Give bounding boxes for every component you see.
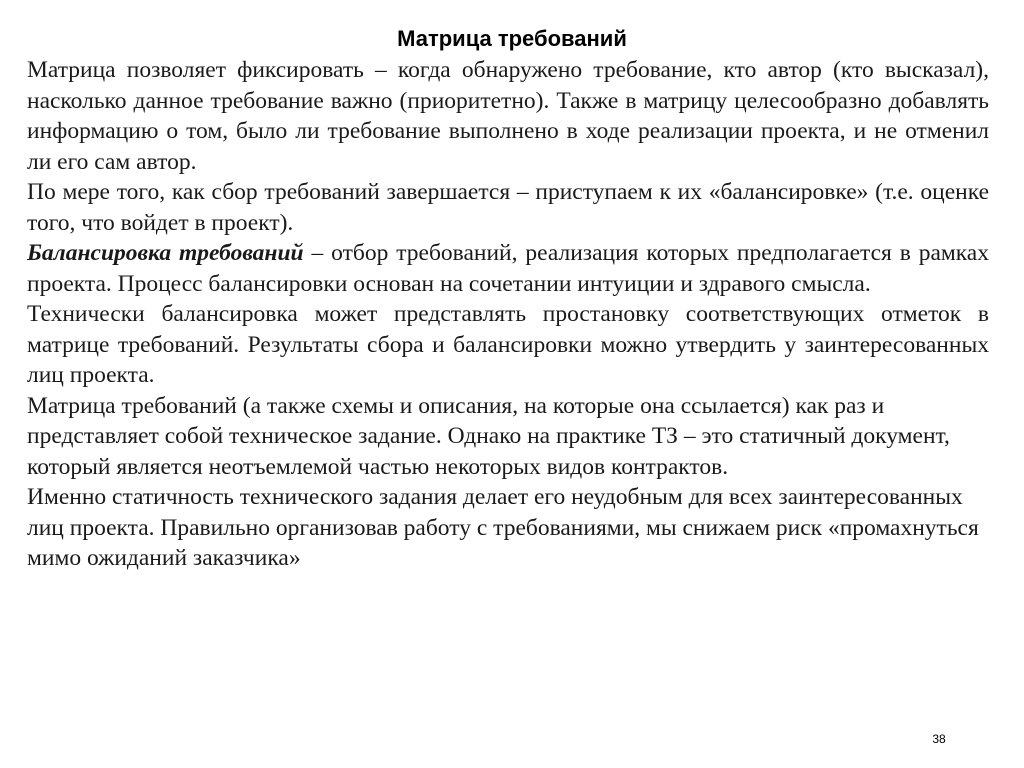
slide-title: Матрица требований — [397, 26, 627, 51]
paragraph-technical-balancing: Технически балансировка может представлять простановку соответствующих отметок в матрице требований. Результаты сбора и балансировки можно утвердить у заинтересованных лиц проекта. — [27, 301, 989, 388]
paragraph-balancing-definition — [27, 238, 989, 299]
paragraph-static-spec: Именно статичность технического задания делает его неудобным для всех заинтересованных лиц проекта. Правильно организовав работу с требованиями, мы снижаем риск «промахнуться мимо ожиданий заказчика» — [27, 484, 979, 571]
balancing-term: Балансировка требований — [27, 240, 304, 266]
page-number: 38 — [932, 732, 946, 746]
paragraph-technical-spec: Матрица требований (а также схемы и описания, на которые она ссылается) как раз и представляет собой техническое задание. Однако на практике ТЗ – это статичный документ, который является неотъемлемой частью некоторых видов контрактов. — [27, 392, 950, 480]
slide-body — [27, 55, 989, 574]
balancing-definition-text: – отбор требований, реализация которых предполагается в рамках проекта. Процесс балансировки основан на сочетании интуиции и здравого смысла. — [27, 240, 989, 297]
paragraph-matrix-purpose: Матрица позволяет фиксировать – когда обнаружено требование, кто автор (кто высказал), насколько данное требование важно (приоритетно). Также в матрицу целесообразно добавлять информацию о том, было ли требование выполнено в ходе реализации проекта, и не отменил ли его сам автор. — [27, 57, 989, 175]
paragraph-balancing-start: По мере того, как сбор требований завершается – приступаем к их «балансировке» (т.е. оценке того, что войдет в проект). — [27, 179, 989, 236]
